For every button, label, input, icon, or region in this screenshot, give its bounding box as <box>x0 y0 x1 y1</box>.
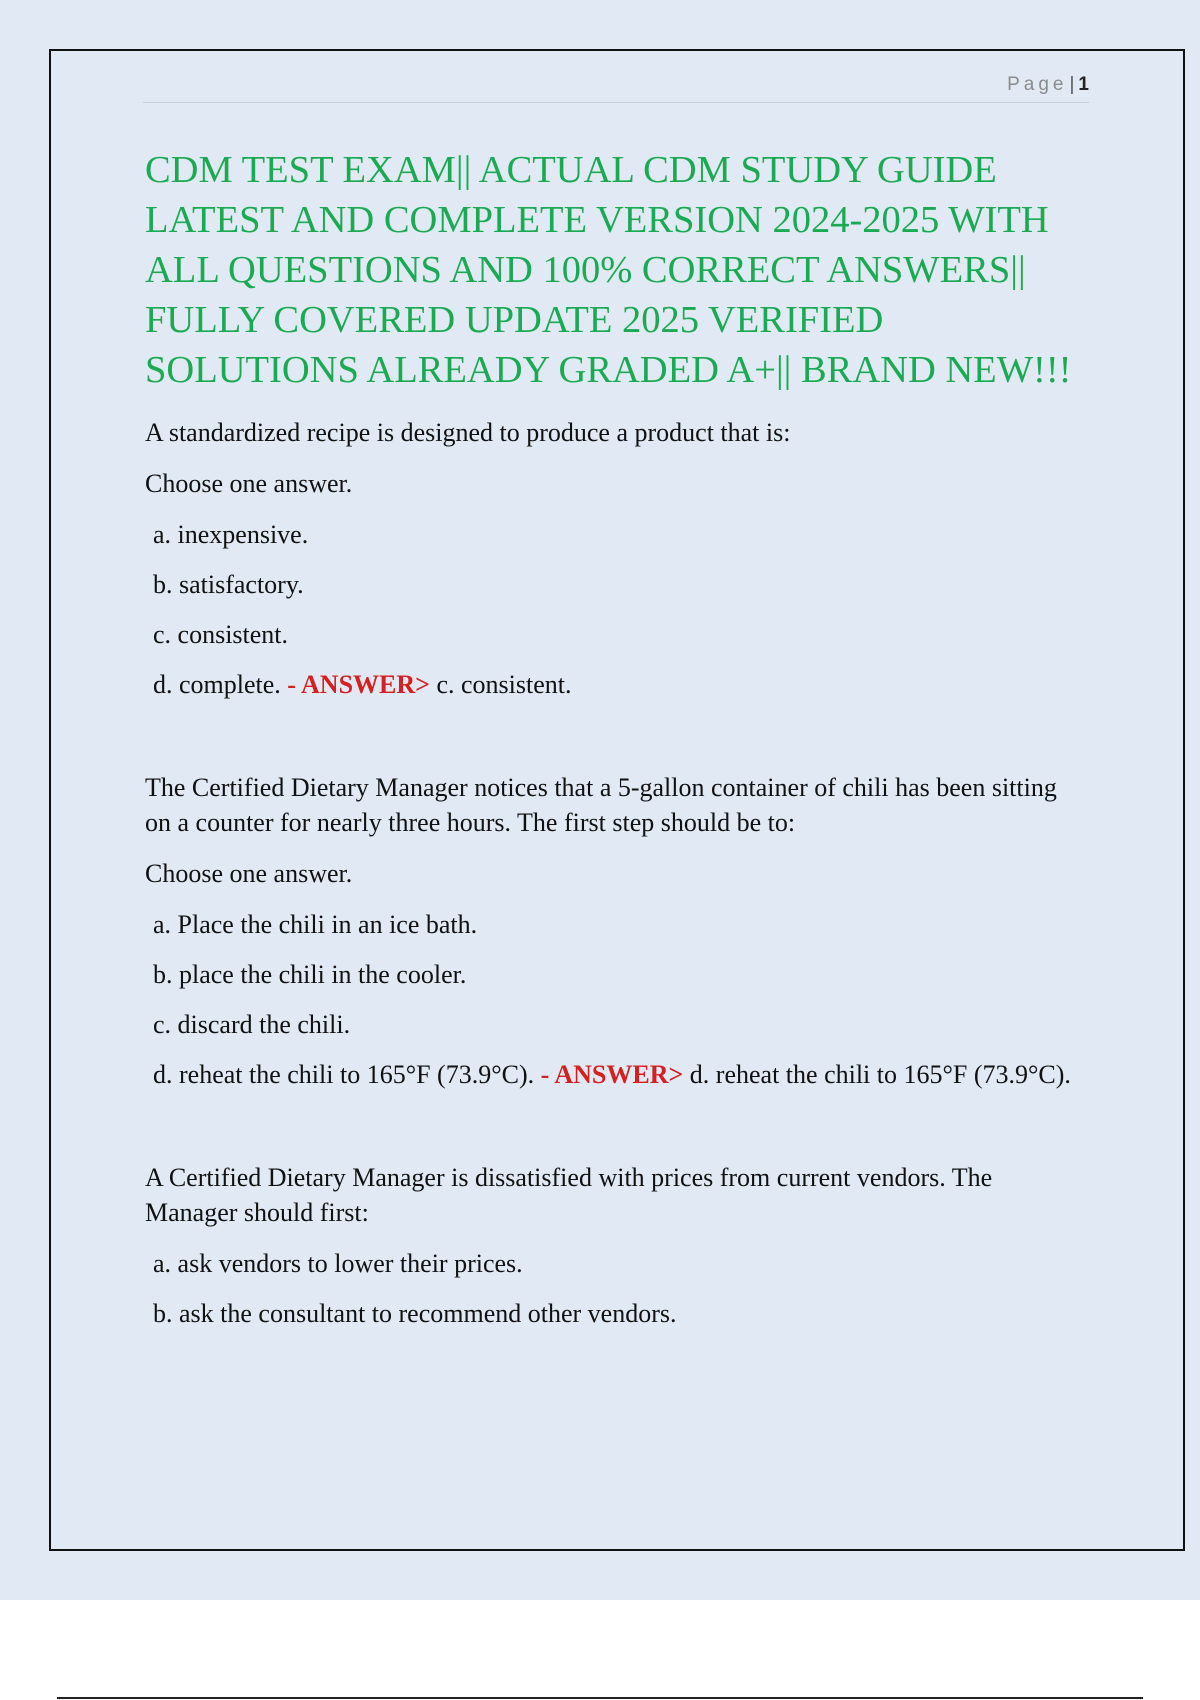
question-spacer <box>145 1092 1085 1160</box>
answer-marker: - ANSWER> <box>280 670 430 699</box>
option-b: b. satisfactory. <box>153 570 304 599</box>
option-a: a. ask vendors to lower their prices. <box>153 1249 523 1278</box>
option-d-with-answer <box>145 667 1085 702</box>
answer-text: c. consistent. <box>429 670 572 699</box>
document-body <box>145 145 1085 1331</box>
document-title: CDM TEST EXAM|| ACTUAL CDM STUDY GUIDE LATEST AND COMPLETE VERSION 2024-2025 WITH ALL QUESTIONS AND 100% CORRECT ANSWERS|| FULLY COVERED UPDATE 2025 VERIFIED SOLUTIONS ALREADY GRADED A+|| BRAND NEW!!! <box>145 149 1072 391</box>
question-1 <box>145 415 1085 702</box>
option-b: b. ask the consultant to recommend other vendors. <box>153 1299 677 1328</box>
option-a: a. Place the chili in an ice bath. <box>153 910 478 939</box>
option-d: d. reheat the chili to 165°F (73.9°C). <box>153 1060 535 1089</box>
question-text: The Certified Dietary Manager notices that a 5-gallon container of chili has been sitting on a counter for nearly three hours. The first step should be to: <box>145 773 1057 837</box>
choose-label: Choose one answer. <box>145 859 353 888</box>
page-number-label <box>1007 74 1089 96</box>
choose-label: Choose one answer. <box>145 469 353 498</box>
question-text: A Certified Dietary Manager is dissatisfied with prices from current vendors. The Manager should first: <box>145 1163 993 1227</box>
page-separator: | <box>1069 74 1075 95</box>
question-spacer <box>145 702 1085 770</box>
answer-marker: - ANSWER> <box>534 1060 684 1089</box>
option-b: b. place the chili in the cooler. <box>153 960 467 989</box>
question-text: A standardized recipe is designed to produce a product that is: <box>145 418 791 447</box>
page-word: Page <box>1007 74 1068 95</box>
page-header <box>143 72 1089 103</box>
option-d-with-answer <box>145 1057 1085 1092</box>
next-page-top-rule <box>57 1697 1143 1699</box>
option-c: c. discard the chili. <box>153 1010 351 1039</box>
option-a: a. inexpensive. <box>153 520 309 549</box>
option-d: d. complete. <box>153 670 281 699</box>
answer-text: d. reheat the chili to 165°F (73.9°C). <box>683 1060 1071 1089</box>
question-3 <box>145 1160 1085 1331</box>
question-2 <box>145 770 1085 1092</box>
page-number-value: 1 <box>1078 74 1089 95</box>
option-c: c. consistent. <box>153 620 289 649</box>
